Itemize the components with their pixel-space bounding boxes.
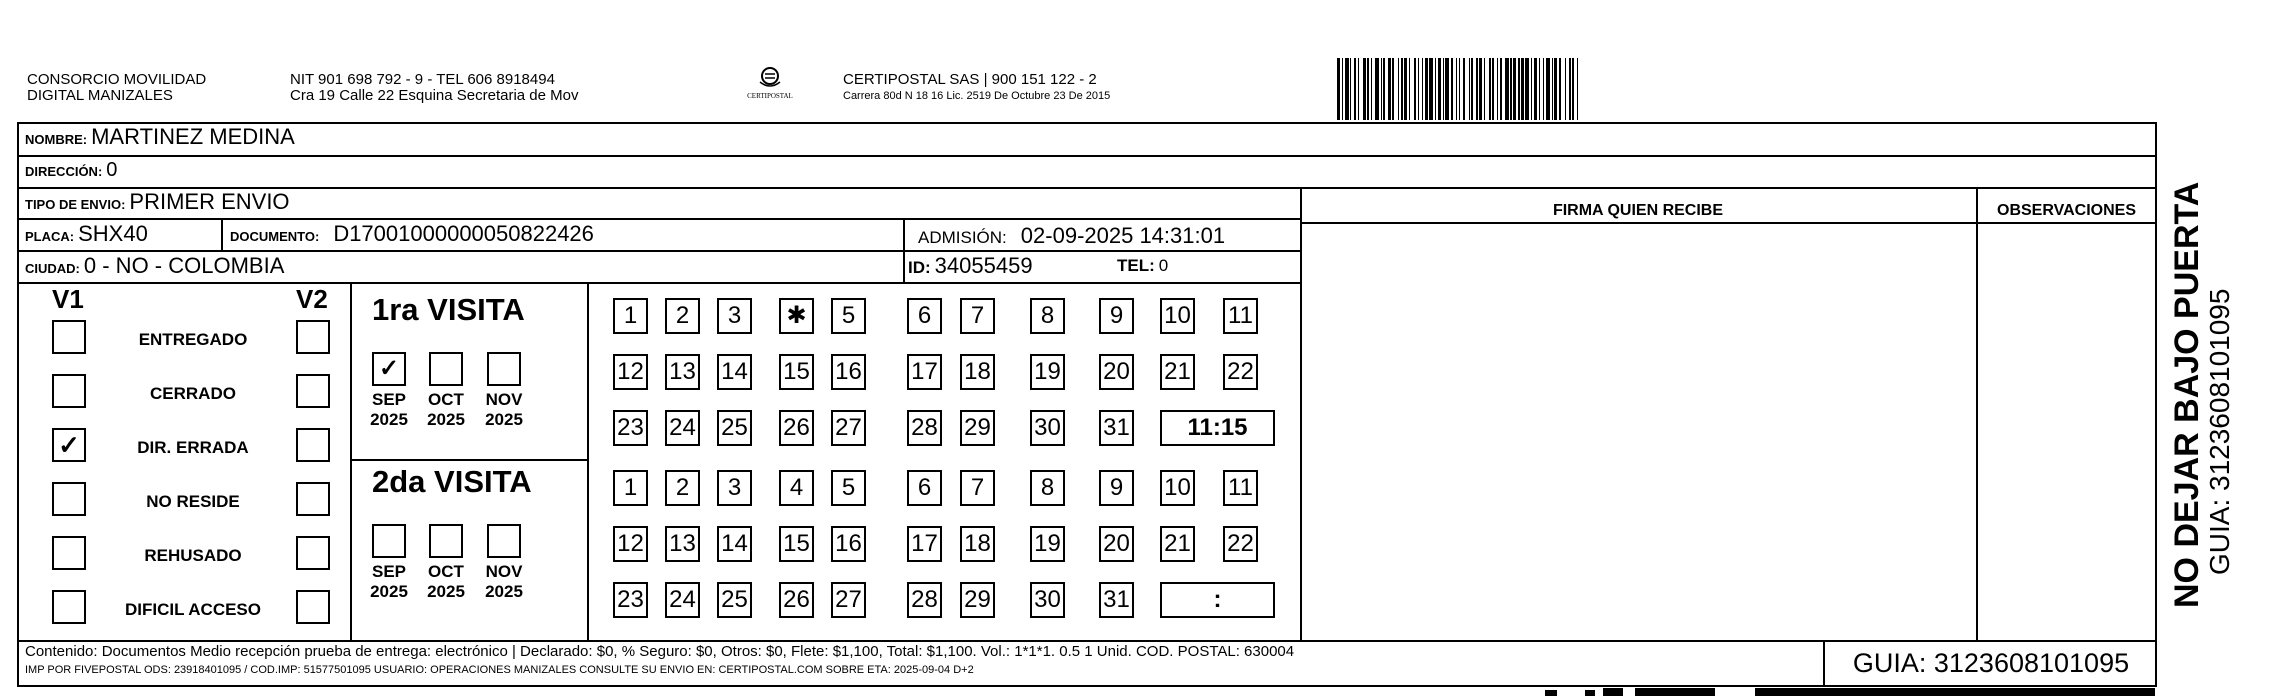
day-box[interactable]: 10	[1160, 470, 1195, 506]
status-label: DIFICIL ACCESO	[124, 600, 261, 619]
day-box[interactable]: 31	[1099, 410, 1134, 446]
day-box[interactable]: 8	[1030, 298, 1065, 334]
day-box[interactable]: 26	[779, 410, 814, 446]
status-v1-checkbox[interactable]	[52, 482, 86, 516]
ciudad-row	[25, 253, 284, 279]
day-box[interactable]: 15	[779, 526, 814, 562]
courier-name: CERTIPOSTAL SAS | 900 151 122 - 2	[843, 71, 1097, 88]
frame-bottom-line	[17, 685, 2157, 687]
day-box[interactable]: 10	[1160, 298, 1195, 334]
time-box[interactable]: 11:15	[1160, 410, 1275, 446]
day-box[interactable]: 1	[613, 298, 648, 334]
status-v2-checkbox[interactable]	[296, 482, 330, 516]
status-label: DIR. ERRADA	[137, 438, 249, 457]
barcode-bar	[1578, 58, 1580, 120]
footer-guia-divider	[1823, 640, 1825, 687]
visit-divider	[587, 282, 589, 642]
firma-header: FIRMA QUIEN RECIBE	[1552, 202, 1724, 219]
day-box[interactable]: 30	[1030, 582, 1065, 618]
month-name: OCT	[428, 562, 464, 581]
month-name: NOV	[485, 562, 523, 581]
observaciones-area[interactable]	[1978, 224, 2155, 640]
day-box[interactable]: 25	[717, 410, 752, 446]
ciudad-label: CIUDAD:	[25, 261, 80, 276]
frame-right-line	[2155, 122, 2157, 687]
status-v1-checkbox[interactable]: ✓	[52, 428, 86, 462]
day-box[interactable]: 17	[907, 354, 942, 390]
visit-separator	[350, 459, 588, 461]
day-box[interactable]: 5	[831, 470, 866, 506]
status-label: NO RESIDE	[146, 492, 240, 511]
row-line-3	[17, 218, 1301, 220]
day-box[interactable]: 27	[831, 410, 866, 446]
day-box[interactable]: 31	[1099, 582, 1134, 618]
month-year: 2025	[370, 582, 408, 601]
courier-logo	[735, 64, 805, 108]
month-checkbox[interactable]	[429, 352, 463, 386]
day-box[interactable]: 4	[779, 470, 814, 506]
day-box[interactable]: 24	[665, 582, 700, 618]
status-v2-checkbox[interactable]	[296, 428, 330, 462]
id-row	[908, 253, 1033, 279]
courier-address: Carrera 80d N 18 16 Lic. 2519 De Octubre 23 De 2015	[843, 90, 1111, 102]
status-v1-checkbox[interactable]	[52, 320, 86, 354]
footer-guia: GUIA: 3123608101095	[1852, 648, 2130, 678]
day-box[interactable]: 23	[613, 582, 648, 618]
status-v1-checkbox[interactable]	[52, 590, 86, 624]
barcode-bottom-partial	[1545, 688, 2155, 696]
month-year: 2025	[485, 410, 523, 429]
firma-signature-area[interactable]	[1302, 224, 1976, 640]
day-box[interactable]: 16	[831, 354, 866, 390]
status-v2-checkbox[interactable]	[296, 320, 330, 354]
day-box[interactable]: 9	[1099, 298, 1134, 334]
sender-name-line1: CONSORCIO MOVILIDAD	[27, 71, 207, 88]
admision-value: 02-09-2025 14:31:01	[1020, 223, 1226, 248]
nombre-row	[25, 124, 295, 150]
tel-row	[1117, 256, 1168, 276]
v2-label: V2	[296, 284, 328, 314]
day-box[interactable]: 3	[717, 298, 752, 334]
status-v2-checkbox[interactable]	[296, 536, 330, 570]
day-box[interactable]: 1	[613, 470, 648, 506]
row-line-4	[17, 250, 1301, 252]
day-box[interactable]: 8	[1030, 470, 1065, 506]
status-label: ENTREGADO	[138, 330, 248, 349]
day-box[interactable]: 6	[907, 470, 942, 506]
admision-row	[918, 223, 1225, 249]
courier-logo-text: CERTIPOSTAL	[747, 92, 793, 100]
side-guia: GUIA: 3123608101095	[2204, 288, 2235, 575]
day-box[interactable]: 23	[613, 410, 648, 446]
day-box[interactable]: 2	[665, 470, 700, 506]
status-divider	[350, 282, 352, 642]
status-label: CERRADO	[150, 384, 236, 403]
day-box[interactable]: 11	[1223, 470, 1258, 506]
month-checkbox[interactable]	[487, 524, 521, 558]
month-checkbox[interactable]: ✓	[372, 352, 406, 386]
day-box[interactable]: 20	[1099, 354, 1134, 390]
day-box[interactable]: 13	[665, 526, 700, 562]
tipo-envio-label: TIPO DE ENVIO:	[25, 197, 126, 212]
no-dejar-bajo-puerta: NO DEJAR BAJO PUERTA	[2168, 181, 2206, 608]
placa-divider	[221, 218, 223, 252]
visit-title: 1ra VISITA	[372, 292, 525, 327]
row-line-5	[17, 282, 1301, 284]
status-v1-checkbox[interactable]	[52, 374, 86, 408]
footer-imp-line: IMP POR FIVEPOSTAL ODS: 23918401095 / COD.IMP: 51577501095 USUARIO: OPERACIONES MANIZALES CONSULTE SU ENVIO EN: CERTIPOSTAL.COM SOBRE ETA: 2025-09-04 D+2	[25, 664, 974, 676]
sender-name-line2: DIGITAL MANIZALES	[27, 87, 173, 104]
month-checkbox[interactable]	[429, 524, 463, 558]
sender-details	[290, 72, 579, 104]
day-box[interactable]: 11	[1223, 298, 1258, 334]
day-box[interactable]: 15	[779, 354, 814, 390]
barcode-top	[1337, 58, 1580, 120]
status-label: REHUSADO	[144, 546, 242, 565]
admision-divider	[903, 218, 905, 284]
day-box[interactable]: 28	[907, 410, 942, 446]
frame-middle-bottom	[17, 640, 2157, 642]
day-box[interactable]: 19	[1030, 354, 1065, 390]
day-box[interactable]: 30	[1030, 410, 1065, 446]
month-year: 2025	[370, 410, 408, 429]
day-box[interactable]: 17	[907, 526, 942, 562]
v1-label: V1	[52, 284, 84, 314]
documento-row	[230, 221, 594, 247]
day-box[interactable]: 29	[960, 410, 995, 446]
day-box[interactable]: 22	[1223, 526, 1258, 562]
frame-top-line	[17, 122, 2157, 124]
day-box[interactable]: 12	[613, 354, 648, 390]
day-box[interactable]: 22	[1223, 354, 1258, 390]
id-label: ID:	[908, 258, 931, 277]
day-box[interactable]: 29	[960, 582, 995, 618]
placa-value: SHX40	[78, 221, 148, 246]
footer-content-line: Contenido: Documentos Medio recepción prueba de entrega: electrónico | Declarado: $0, % Seguro: $0, Otros: $0, Flete: $1,100, Total: $1,100. Vol.: 1*1*1. 0.5 1 Unid. COD. POSTAL: 630004	[25, 643, 1295, 660]
row-line-2	[17, 187, 2157, 189]
day-box[interactable]: 26	[779, 582, 814, 618]
sender-name	[27, 72, 206, 104]
status-v2-checkbox[interactable]	[296, 590, 330, 624]
tel-label: TEL:	[1117, 256, 1155, 275]
direccion-label: DIRECCIÓN:	[25, 164, 103, 179]
month-name: SEP	[371, 390, 407, 409]
day-box[interactable]: 18	[960, 526, 995, 562]
day-box[interactable]: 5	[831, 298, 866, 334]
nombre-label: NOMBRE:	[25, 132, 88, 147]
month-checkbox[interactable]	[372, 524, 406, 558]
day-box[interactable]: 14	[717, 354, 752, 390]
day-box[interactable]: 28	[907, 582, 942, 618]
placa-row	[25, 221, 148, 247]
day-box[interactable]: 13	[665, 354, 700, 390]
day-box[interactable]: 21	[1160, 354, 1195, 390]
time-box[interactable]: :	[1160, 582, 1275, 618]
day-box[interactable]: 6	[907, 298, 942, 334]
day-box[interactable]: 18	[960, 354, 995, 390]
day-box[interactable]: 16	[831, 526, 866, 562]
row-line-1	[17, 155, 2157, 157]
day-box[interactable]: ✱	[779, 298, 814, 334]
day-box[interactable]: 3	[717, 470, 752, 506]
tipo-envio-row	[25, 189, 290, 215]
direccion-value: 0	[106, 159, 118, 181]
day-box[interactable]: 19	[1030, 526, 1065, 562]
observaciones-header: OBSERVACIONES	[1997, 202, 2136, 219]
day-box[interactable]: 7	[960, 470, 995, 506]
day-box[interactable]: 9	[1099, 470, 1134, 506]
day-box[interactable]: 25	[717, 582, 752, 618]
admision-label: ADMISIÓN:	[918, 228, 1007, 247]
month-year: 2025	[485, 582, 523, 601]
status-v2-checkbox[interactable]	[296, 374, 330, 408]
day-box[interactable]: 14	[717, 526, 752, 562]
month-name: NOV	[485, 390, 523, 409]
placa-label: PLACA:	[25, 229, 75, 244]
documento-value: D17001000000050822426	[333, 221, 594, 246]
visit-title: 2da VISITA	[372, 464, 532, 499]
nombre-value: MARTINEZ MEDINA	[91, 124, 295, 149]
tipo-envio-value: PRIMER ENVIO	[129, 189, 290, 214]
id-value: 34055459	[934, 253, 1033, 278]
month-name: SEP	[371, 562, 407, 581]
day-box[interactable]: 7	[960, 298, 995, 334]
month-year: 2025	[427, 410, 465, 429]
day-box[interactable]: 12	[613, 526, 648, 562]
sender-address: Cra 19 Calle 22 Esquina Secretaria de Mov	[290, 87, 579, 104]
frame-left-line	[17, 122, 19, 687]
day-box[interactable]: 20	[1099, 526, 1134, 562]
tel-value: 0	[1158, 256, 1169, 275]
day-box[interactable]: 21	[1160, 526, 1195, 562]
courier-details	[843, 72, 1110, 103]
documento-label: DOCUMENTO:	[230, 229, 320, 244]
month-checkbox[interactable]	[487, 352, 521, 386]
direccion-row	[25, 159, 117, 182]
day-box[interactable]: 2	[665, 298, 700, 334]
day-box[interactable]: 24	[665, 410, 700, 446]
ciudad-value: 0 - NO - COLOMBIA	[83, 253, 285, 278]
day-box[interactable]: 27	[831, 582, 866, 618]
sender-nit: NIT 901 698 792 - 9 - TEL 606 8918494	[290, 71, 555, 88]
month-year: 2025	[427, 582, 465, 601]
status-v1-checkbox[interactable]	[52, 536, 86, 570]
month-name: OCT	[428, 390, 464, 409]
